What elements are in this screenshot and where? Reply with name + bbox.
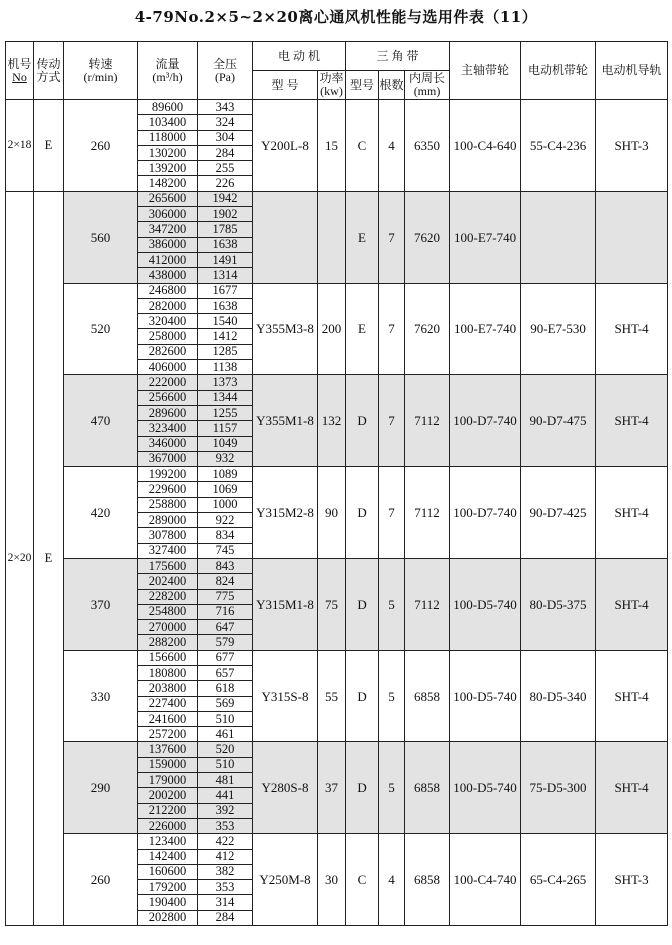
flow-cell: 89600	[138, 100, 198, 115]
table-row	[6, 650, 668, 665]
pressure-cell: 520	[198, 742, 253, 757]
flow-cell: 202400	[138, 574, 198, 589]
belt-type-cell: D	[346, 650, 379, 742]
flow-cell: 179000	[138, 773, 198, 788]
header-flow: 流量 (m³/h)	[138, 42, 198, 100]
pressure-cell: 1000	[198, 497, 253, 512]
belt-count-cell: 7	[379, 191, 405, 283]
flow-cell: 256600	[138, 390, 198, 405]
belt-length-cell: 6350	[405, 100, 450, 192]
flow-cell: 139200	[138, 161, 198, 176]
pressure-cell: 824	[198, 574, 253, 589]
pressure-cell: 775	[198, 589, 253, 604]
main-pulley-cell: 100-E7-740	[450, 191, 521, 283]
pressure-cell: 304	[198, 130, 253, 145]
belt-type-cell: D	[346, 467, 379, 559]
flow-cell: 438000	[138, 268, 198, 283]
flow-cell: 270000	[138, 620, 198, 635]
flow-cell: 347200	[138, 222, 198, 237]
header-motor-pulley: 电动机带轮	[521, 42, 596, 100]
flow-cell: 103400	[138, 115, 198, 130]
pressure-cell: 284	[198, 145, 253, 160]
flow-cell: 241600	[138, 711, 198, 726]
flow-cell: 246800	[138, 283, 198, 298]
table-row	[6, 467, 668, 482]
pressure-cell: 1069	[198, 482, 253, 497]
flow-cell: 306000	[138, 207, 198, 222]
flow-cell: 346000	[138, 436, 198, 451]
motor-power-cell: 15	[318, 100, 346, 192]
header-motor-rail: 电动机导轨	[596, 42, 668, 100]
drive-cell: E	[34, 191, 64, 925]
flow-cell: 229600	[138, 482, 198, 497]
pressure-cell: 1089	[198, 467, 253, 482]
pressure-cell: 392	[198, 803, 253, 818]
flow-cell: 367000	[138, 451, 198, 466]
flow-cell: 327400	[138, 543, 198, 558]
table-row	[6, 375, 668, 390]
motor-model-cell: Y355M1-8	[253, 375, 318, 467]
machine-no-cell: 2×18	[6, 100, 34, 192]
speed-cell: 420	[64, 467, 138, 559]
belt-length-cell: 6858	[405, 834, 450, 926]
table-body	[6, 100, 668, 926]
motor-rail-cell: SHT-3	[596, 100, 668, 192]
flow-cell: 282600	[138, 344, 198, 359]
motor-pulley-cell: 65-C4-265	[521, 834, 596, 926]
table-row	[6, 834, 668, 849]
motor-power-cell: 30	[318, 834, 346, 926]
pressure-cell: 382	[198, 864, 253, 879]
pressure-cell: 1902	[198, 207, 253, 222]
flow-cell: 190400	[138, 895, 198, 910]
pressure-cell: 314	[198, 895, 253, 910]
belt-length-cell: 7112	[405, 558, 450, 650]
header-motor-power: 功率 (kw)	[319, 71, 344, 98]
header-belt-count: 根数	[379, 71, 405, 100]
motor-power-cell	[318, 191, 346, 283]
main-pulley-cell: 100-D7-740	[450, 375, 521, 467]
belt-length-cell: 7620	[405, 191, 450, 283]
pressure-cell: 579	[198, 635, 253, 650]
pressure-cell: 657	[198, 665, 253, 680]
pressure-cell: 1138	[198, 360, 253, 375]
motor-power-cell: 55	[318, 650, 346, 742]
motor-pulley-cell: 80-D5-375	[521, 558, 596, 650]
pressure-cell: 481	[198, 773, 253, 788]
speed-cell: 560	[64, 191, 138, 283]
pressure-cell: 922	[198, 513, 253, 528]
motor-pulley-cell: 90-E7-530	[521, 283, 596, 375]
flow-cell: 160600	[138, 864, 198, 879]
speed-cell: 370	[64, 558, 138, 650]
flow-cell: 175600	[138, 558, 198, 573]
motor-rail-cell: SHT-4	[596, 467, 668, 559]
flow-cell: 159000	[138, 757, 198, 772]
pressure-cell: 1638	[198, 237, 253, 252]
belt-type-cell: D	[346, 558, 379, 650]
flow-cell: 200200	[138, 788, 198, 803]
belt-type-cell: C	[346, 100, 379, 192]
pressure-cell: 1942	[198, 191, 253, 206]
speed-cell: 330	[64, 650, 138, 742]
pressure-cell: 618	[198, 681, 253, 696]
motor-model-cell: Y200L-8	[253, 100, 318, 192]
motor-pulley-cell: 55-C4-236	[521, 100, 596, 192]
header-drive: 传动 方式	[34, 42, 64, 100]
flow-cell: 257200	[138, 727, 198, 742]
flow-cell: 199200	[138, 467, 198, 482]
flow-cell: 386000	[138, 237, 198, 252]
header-belt-group: 三 角 带	[346, 42, 450, 71]
table-row	[6, 742, 668, 757]
flow-cell: 282000	[138, 298, 198, 313]
header-main-pulley: 主轴带轮	[450, 42, 521, 100]
belt-length-cell: 7112	[405, 375, 450, 467]
motor-rail-cell: SHT-4	[596, 283, 668, 375]
motor-model-cell: Y280S-8	[253, 742, 318, 834]
motor-model-cell	[253, 191, 318, 283]
pressure-cell: 569	[198, 696, 253, 711]
motor-power-cell: 37	[318, 742, 346, 834]
motor-rail-cell: SHT-4	[596, 375, 668, 467]
motor-model-cell: Y315M1-8	[253, 558, 318, 650]
table-row	[6, 191, 668, 206]
table-header	[6, 42, 668, 100]
flow-cell: 412000	[138, 252, 198, 267]
flow-cell: 118000	[138, 130, 198, 145]
pressure-cell: 1412	[198, 329, 253, 344]
pressure-cell: 255	[198, 161, 253, 176]
pressure-cell: 1785	[198, 222, 253, 237]
pressure-cell: 1491	[198, 252, 253, 267]
motor-power-cell: 132	[318, 375, 346, 467]
header-belt-type: 型号	[346, 71, 379, 100]
belt-count-cell: 5	[379, 650, 405, 742]
motor-model-cell: Y355M3-8	[253, 283, 318, 375]
motor-power-cell: 75	[318, 558, 346, 650]
page-title: 4-79No.2×5~2×20离心通风机性能与选用件表（11）	[134, 8, 538, 26]
pressure-cell: 1314	[198, 268, 253, 283]
belt-length-cell: 7112	[405, 467, 450, 559]
main-pulley-cell: 100-C4-740	[450, 834, 521, 926]
belt-count-cell: 7	[379, 283, 405, 375]
pressure-cell: 422	[198, 834, 253, 849]
header-speed: 转速 (r/min)	[64, 42, 138, 100]
belt-length-cell: 6858	[405, 650, 450, 742]
pressure-cell: 716	[198, 604, 253, 619]
flow-cell: 137600	[138, 742, 198, 757]
header-motor-model: 型 号	[253, 71, 318, 100]
motor-pulley-cell: 75-D5-300	[521, 742, 596, 834]
motor-pulley-cell	[521, 191, 596, 283]
flow-cell: 320400	[138, 314, 198, 329]
flow-cell: 202800	[138, 910, 198, 925]
main-pulley-cell: 100-D7-740	[450, 467, 521, 559]
flow-cell: 148200	[138, 176, 198, 191]
speed-cell: 260	[64, 100, 138, 192]
motor-rail-cell: SHT-3	[596, 834, 668, 926]
motor-rail-cell: SHT-4	[596, 650, 668, 742]
flow-cell: 142400	[138, 849, 198, 864]
header-machine-no: 机号 No	[6, 42, 34, 100]
motor-pulley-cell: 90-D7-475	[521, 375, 596, 467]
pressure-cell: 441	[198, 788, 253, 803]
belt-count-cell: 7	[379, 375, 405, 467]
flow-cell: 289000	[138, 513, 198, 528]
table-row	[6, 283, 668, 298]
flow-cell: 258800	[138, 497, 198, 512]
flow-cell: 258000	[138, 329, 198, 344]
flow-cell: 265600	[138, 191, 198, 206]
pressure-cell: 1540	[198, 314, 253, 329]
pressure-cell: 745	[198, 543, 253, 558]
belt-type-cell: E	[346, 191, 379, 283]
belt-type-cell: E	[346, 283, 379, 375]
pressure-cell: 284	[198, 910, 253, 925]
motor-model-cell: Y315S-8	[253, 650, 318, 742]
pressure-cell: 353	[198, 818, 253, 833]
flow-cell: 227400	[138, 696, 198, 711]
flow-cell: 406000	[138, 360, 198, 375]
pressure-cell: 1157	[198, 421, 253, 436]
pressure-cell: 324	[198, 115, 253, 130]
motor-model-cell: Y250M-8	[253, 834, 318, 926]
table-row	[6, 100, 668, 115]
flow-cell: 130200	[138, 145, 198, 160]
drive-cell: E	[34, 100, 64, 192]
motor-pulley-cell: 80-D5-340	[521, 650, 596, 742]
motor-pulley-cell: 90-D7-425	[521, 467, 596, 559]
belt-type-cell: D	[346, 375, 379, 467]
pressure-cell: 1373	[198, 375, 253, 390]
pressure-cell: 412	[198, 849, 253, 864]
pressure-cell: 353	[198, 880, 253, 895]
main-pulley-cell: 100-E7-740	[450, 283, 521, 375]
belt-type-cell: C	[346, 834, 379, 926]
pressure-cell: 677	[198, 650, 253, 665]
motor-power-cell: 200	[318, 283, 346, 375]
table-row	[6, 558, 668, 573]
flow-cell: 254800	[138, 604, 198, 619]
header-belt-length: 内周长 (mm)	[405, 71, 450, 100]
flow-cell: 307800	[138, 528, 198, 543]
flow-cell: 156600	[138, 650, 198, 665]
flow-cell: 228200	[138, 589, 198, 604]
pressure-cell: 1255	[198, 405, 253, 420]
performance-table	[5, 41, 668, 926]
pressure-cell: 834	[198, 528, 253, 543]
belt-type-cell: D	[346, 742, 379, 834]
main-pulley-cell: 100-D5-740	[450, 650, 521, 742]
flow-cell: 180800	[138, 665, 198, 680]
flow-cell: 323400	[138, 421, 198, 436]
pressure-cell: 343	[198, 100, 253, 115]
motor-rail-cell: SHT-4	[596, 742, 668, 834]
header-pressure: 全压 (Pa)	[198, 42, 253, 100]
speed-cell: 520	[64, 283, 138, 375]
pressure-cell: 226	[198, 176, 253, 191]
pressure-cell: 647	[198, 620, 253, 635]
belt-count-cell: 7	[379, 467, 405, 559]
main-pulley-cell: 100-C4-640	[450, 100, 521, 192]
main-pulley-cell: 100-D5-740	[450, 558, 521, 650]
pressure-cell: 1049	[198, 436, 253, 451]
pressure-cell: 510	[198, 711, 253, 726]
pressure-cell: 461	[198, 727, 253, 742]
pressure-cell: 1638	[198, 298, 253, 313]
speed-cell: 470	[64, 375, 138, 467]
pressure-cell: 932	[198, 451, 253, 466]
flow-cell: 203800	[138, 681, 198, 696]
main-pulley-cell: 100-D5-740	[450, 742, 521, 834]
pressure-cell: 843	[198, 558, 253, 573]
belt-length-cell: 6858	[405, 742, 450, 834]
belt-count-cell: 5	[379, 742, 405, 834]
flow-cell: 123400	[138, 834, 198, 849]
flow-cell: 212200	[138, 803, 198, 818]
header-motor-group: 电 动 机	[253, 42, 346, 71]
flow-cell: 289600	[138, 405, 198, 420]
flow-cell: 222000	[138, 375, 198, 390]
machine-no-cell: 2×20	[6, 191, 34, 925]
motor-power-cell: 90	[318, 467, 346, 559]
pressure-cell: 1344	[198, 390, 253, 405]
motor-rail-cell: SHT-4	[596, 558, 668, 650]
speed-cell: 290	[64, 742, 138, 834]
pressure-cell: 510	[198, 757, 253, 772]
belt-count-cell: 5	[379, 558, 405, 650]
flow-cell: 226000	[138, 818, 198, 833]
speed-cell: 260	[64, 834, 138, 926]
pressure-cell: 1677	[198, 283, 253, 298]
belt-count-cell: 4	[379, 100, 405, 192]
flow-cell: 288200	[138, 635, 198, 650]
belt-count-cell: 4	[379, 834, 405, 926]
motor-rail-cell	[596, 191, 668, 283]
pressure-cell: 1285	[198, 344, 253, 359]
flow-cell: 179200	[138, 880, 198, 895]
motor-model-cell: Y315M2-8	[253, 467, 318, 559]
belt-length-cell: 7620	[405, 283, 450, 375]
